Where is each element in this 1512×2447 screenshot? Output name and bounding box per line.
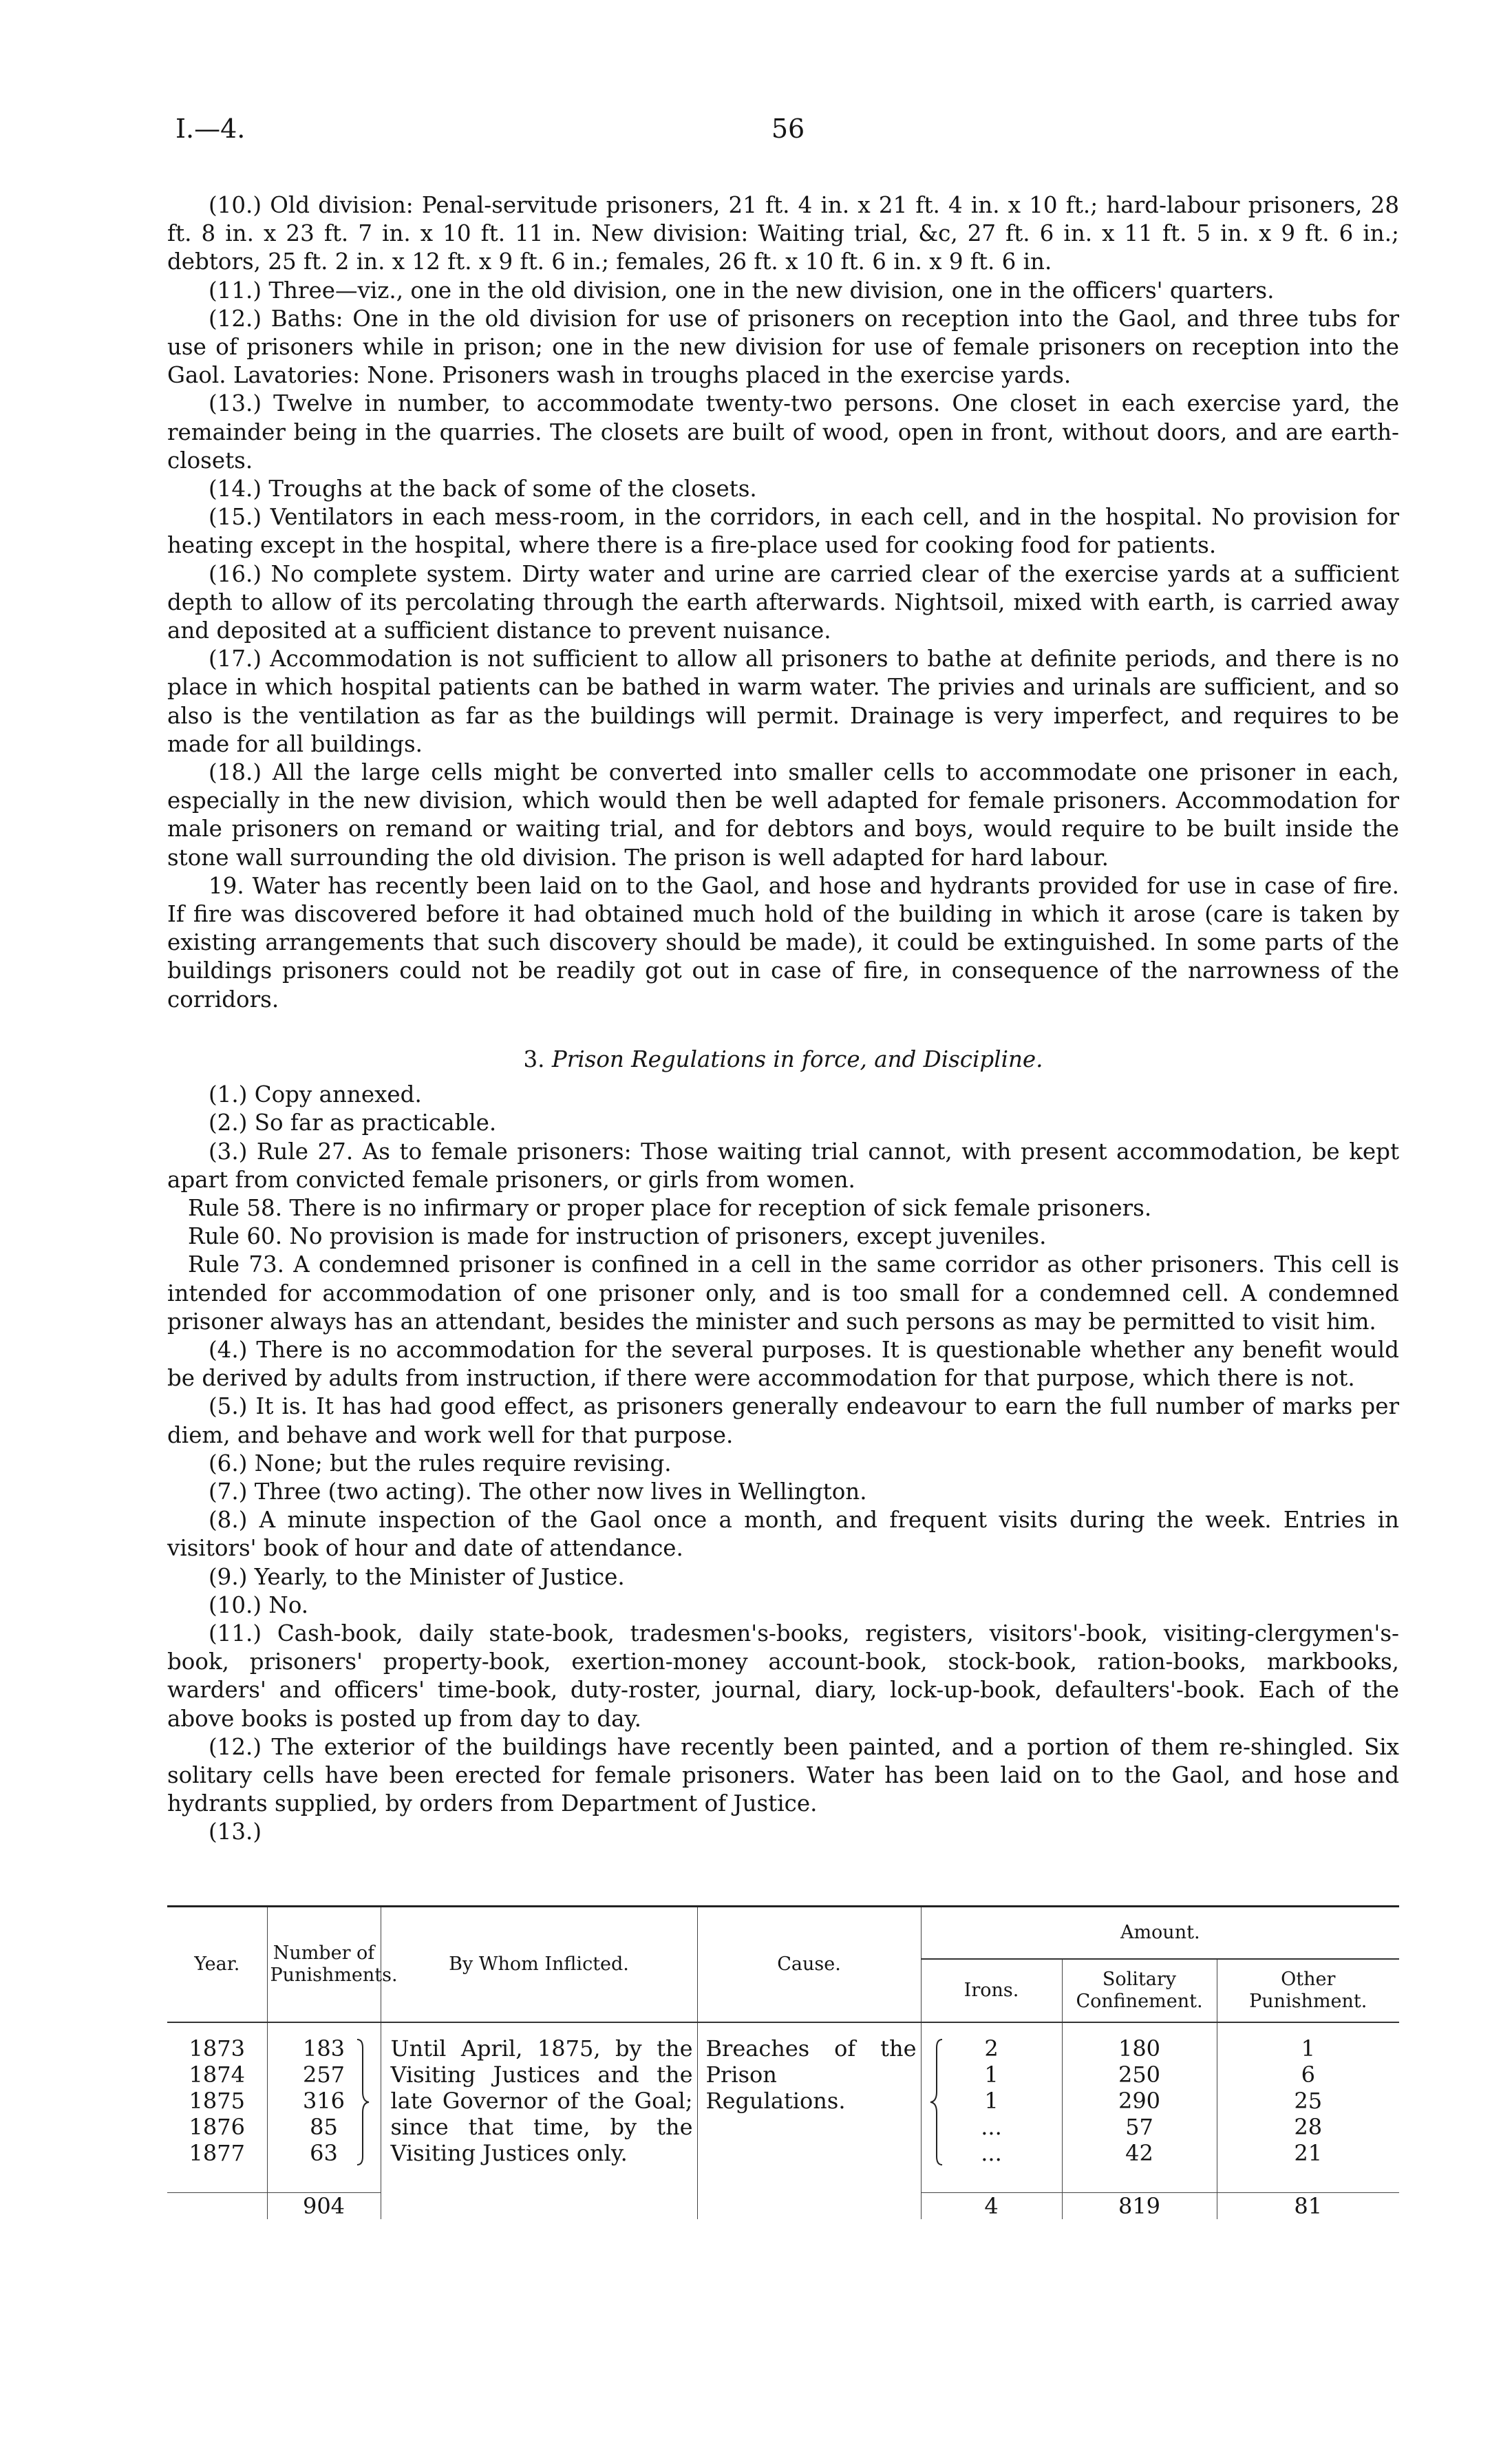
other-cell: 1 (1301, 2035, 1315, 2062)
irons-cell: 2 (984, 2035, 999, 2062)
other-cell: 6 (1301, 2062, 1315, 2088)
section-heading-number: 3. (523, 1046, 545, 1072)
header-solitary: Solitary Confinement. (1062, 1959, 1217, 2022)
total-solitary: 819 (1062, 2193, 1217, 2220)
solitary-column (1062, 2022, 1217, 2193)
paragraph: (18.) All the large cells might be converted into smaller cells to accommodate one prisoner in each, especially in the new division, which would then be well adapted for female prisoners. Accommodation for male prisoners on remand or waiting trial, and for debtors and boys, would require to be built inside the stone wall surrounding the old division. The prison is well adapted for hard labour. (167, 759, 1399, 871)
number-cell: 63 (310, 2140, 338, 2166)
section-paragraph: (12.) The exterior of the buildings have recently been painted, and a portion of them re-shingled. Six solitary cells have been erected for female prisoners. Water has been laid on to the Gaol, and hose and hydrants supplied, by orders from Department of Justice. (167, 1733, 1399, 1817)
section-heading-title: Prison Regulations in force, and Discipline. (551, 1046, 1043, 1072)
irons-cell: ... (981, 2140, 1002, 2166)
paragraph: (13.) Twelve in number, to accommodate twenty-two persons. One closet in each exercise yard, the remainder being in the quarries. The closets are built of wood, open in front, without doors, and are earth-closets. (167, 390, 1399, 474)
section-paragraph: (6.) None; but the rules require revising. (209, 1450, 672, 1476)
header-by-whom: By Whom Inflicted. (381, 1907, 697, 2023)
irons-cell: 1 (984, 2088, 999, 2114)
number-column (267, 2022, 381, 2193)
total-number: 904 (267, 2193, 381, 2220)
number-cell: 257 (302, 2062, 345, 2088)
irons-cell: 1 (984, 2062, 999, 2088)
section-paragraph: Rule 58. There is no infirmary or proper place for reception of sick female prisoners. (188, 1194, 1152, 1221)
paragraph: 19. Water has recently been laid on to the Gaol, and hose and hydrants provided for use in case of fire. If fire was discovered before it had obtained much hold of the building in which it arose (care is taken by existing arrangements that such discovery should be made), it could be extinguished. In some parts of the buildings prisoners could not be readily got out in case of fire, in consequence of the narrowness of the corridors. (167, 872, 1399, 1013)
cause-cell: Breaches of the Prison Regulations. (697, 2022, 921, 2193)
year-cell: 1875 (189, 2088, 245, 2114)
section-paragraph: (8.) A minute inspection of the Gaol once a month, and frequent visits during the week. Entries in visitors' book of hour and date of attendance. (167, 1507, 1399, 1562)
paragraph: (16.) No complete system. Dirty water and urine are carried clear of the exercise yards at a sufficient depth to allow of its percolating through the earth afterwards. Nightsoil, mixed with earth, is carried away and deposited at a sufficient distance to prevent nuisance. (167, 560, 1399, 644)
punishments-table (167, 1905, 1399, 2219)
section-reference: I.—4. (175, 114, 246, 144)
paragraph: (10.) Old division: Penal-servitude prisoners, 21 ft. 4 in. x 21 ft. 4 in. x 10 ft.; hard-labour prisoners, 28 ft. 8 in. x 23 ft. 7 in. x 10 ft. 11 in. New division: Waiting trial, &c, 27 ft. 6 in. x 11 ft. 5 in. x 9 ft. 6 in.; debtors, 25 ft. 2 in. x 12 ft. x 9 ft. 6 in.; females, 26 ft. x 10 ft. 6 in. x 9 ft. 6 in. (167, 192, 1399, 275)
year-column (167, 2022, 267, 2193)
year-cell: 1877 (189, 2140, 245, 2166)
paragraph: (11.) Three—viz., one in the old division, one in the new division, one in the officers' quarters. (209, 277, 1275, 304)
solitary-cell: 42 (1125, 2140, 1153, 2166)
header-cause: Cause. (697, 1907, 921, 2023)
paragraph: (15.) Ventilators in each mess-room, in the corridors, in each cell, and in the hospital. No provision for heating except in the hospital, where there is a fire-place used for cooking food for patients. (167, 504, 1399, 559)
page-number: 56 (771, 114, 805, 144)
paragraph: (12.) Baths: One in the old division for use of prisoners on reception into the Gaol, and three tubs for use of prisoners while in prison; one in the new division for use of female prisoners on reception into the Gaol. Lavatories: None. Prisoners wash in troughs placed in the exercise yards. (167, 305, 1399, 389)
irons-cell: ... (981, 2114, 1002, 2140)
by-whom-cell: Until April, 1875, by the Visiting Justices and the late Governor of the Goal; since that time, by the Visiting Justices only. (381, 2022, 697, 2193)
header-year: Year. (167, 1907, 267, 2023)
other-cell: 25 (1294, 2088, 1323, 2114)
section-paragraph: Rule 60. No provision is made for instruction of prisoners, except juveniles. (188, 1223, 1047, 1250)
section-paragraph: (13.) (209, 1819, 262, 1845)
other-cell: 21 (1294, 2140, 1323, 2166)
section-paragraph: (4.) There is no accommodation for the several purposes. It is questionable whether any benefit would be derived by adults from instruction, if there were accommodation for that purpose, which there is not. (167, 1336, 1399, 1392)
total-other: 81 (1217, 2193, 1399, 2220)
total-irons: 4 (921, 2193, 1062, 2220)
section-paragraph: (1.) Copy annexed. (209, 1081, 422, 1108)
irons-column (921, 2022, 1062, 2193)
right-brace-icon (356, 2038, 371, 2166)
number-cell: 183 (302, 2035, 345, 2062)
body-text (167, 191, 1399, 1847)
section-paragraph: (11.) Cash-book, daily state-book, tradesmen's-books, registers, visitors'-book, visiting-clergymen's-book, prisoners' property-book, exertion-money account-book, stock-book, ration-books, markbooks, warders' and officers' time-book, duty-roster, journal, diary, lock-up-book, defaulters'-book. Each of the above books is posted up from day to day. (167, 1620, 1399, 1732)
header-irons: Irons. (921, 1959, 1062, 2022)
header-number: Number of Punishments. (267, 1907, 381, 2023)
section-paragraph: Rule 73. A condemned prisoner is confined in a cell in the same corridor as other prisoners. This cell is intended for accommodation of one prisoner only, and is too small for a condemned cell. A condemned prisoner always has an attendant, besides the minister and such persons as may be permitted to visit him. (167, 1251, 1399, 1335)
punishments-table-wrap (167, 1905, 1399, 2219)
section-paragraph: (7.) Three (two acting). The other now lives in Wellington. (209, 1478, 867, 1505)
section-heading (167, 1046, 1399, 1074)
section-paragraph: (5.) It is. It has had good effect, as prisoners generally endeavour to earn the full number of marks per diem, and behave and work well for that purpose. (167, 1393, 1399, 1448)
year-cell: 1874 (189, 2062, 245, 2088)
other-column (1217, 2022, 1399, 2193)
left-brace-icon (928, 2038, 944, 2166)
number-cell: 85 (310, 2114, 338, 2140)
solitary-cell: 180 (1118, 2035, 1161, 2062)
section-paragraph: (9.) Yearly, to the Minister of Justice. (209, 1563, 625, 1590)
page-header (175, 114, 1401, 155)
header-other: Other Punishment. (1217, 1959, 1399, 2022)
section-paragraph: (2.) So far as practicable. (209, 1110, 497, 1136)
section-paragraph: (10.) No. (209, 1591, 309, 1618)
solitary-cell: 57 (1125, 2114, 1153, 2140)
solitary-cell: 290 (1118, 2088, 1161, 2114)
year-cell: 1873 (189, 2035, 245, 2062)
solitary-cell: 250 (1118, 2062, 1161, 2088)
totals-row (167, 2193, 1399, 2220)
number-cell: 316 (302, 2088, 345, 2114)
paragraph: (17.) Accommodation is not sufficient to allow all prisoners to bathe at definite periods, and there is no place in which hospital patients can be bathed in warm water. The privies and urinals are sufficient, and so also is the ventilation as far as the buildings will permit. Drainage is very imperfect, and requires to be made for all buildings. (167, 646, 1399, 757)
other-cell: 28 (1294, 2114, 1323, 2140)
section-paragraph: (3.) Rule 27. As to female prisoners: Those waiting trial cannot, with present accommodation, be kept apart from convicted female prisoners, or girls from women. (167, 1138, 1399, 1193)
paragraph: (14.) Troughs at the back of some of the closets. (209, 476, 757, 502)
header-amount: Amount. (921, 1907, 1399, 1960)
year-cell: 1876 (189, 2114, 245, 2140)
